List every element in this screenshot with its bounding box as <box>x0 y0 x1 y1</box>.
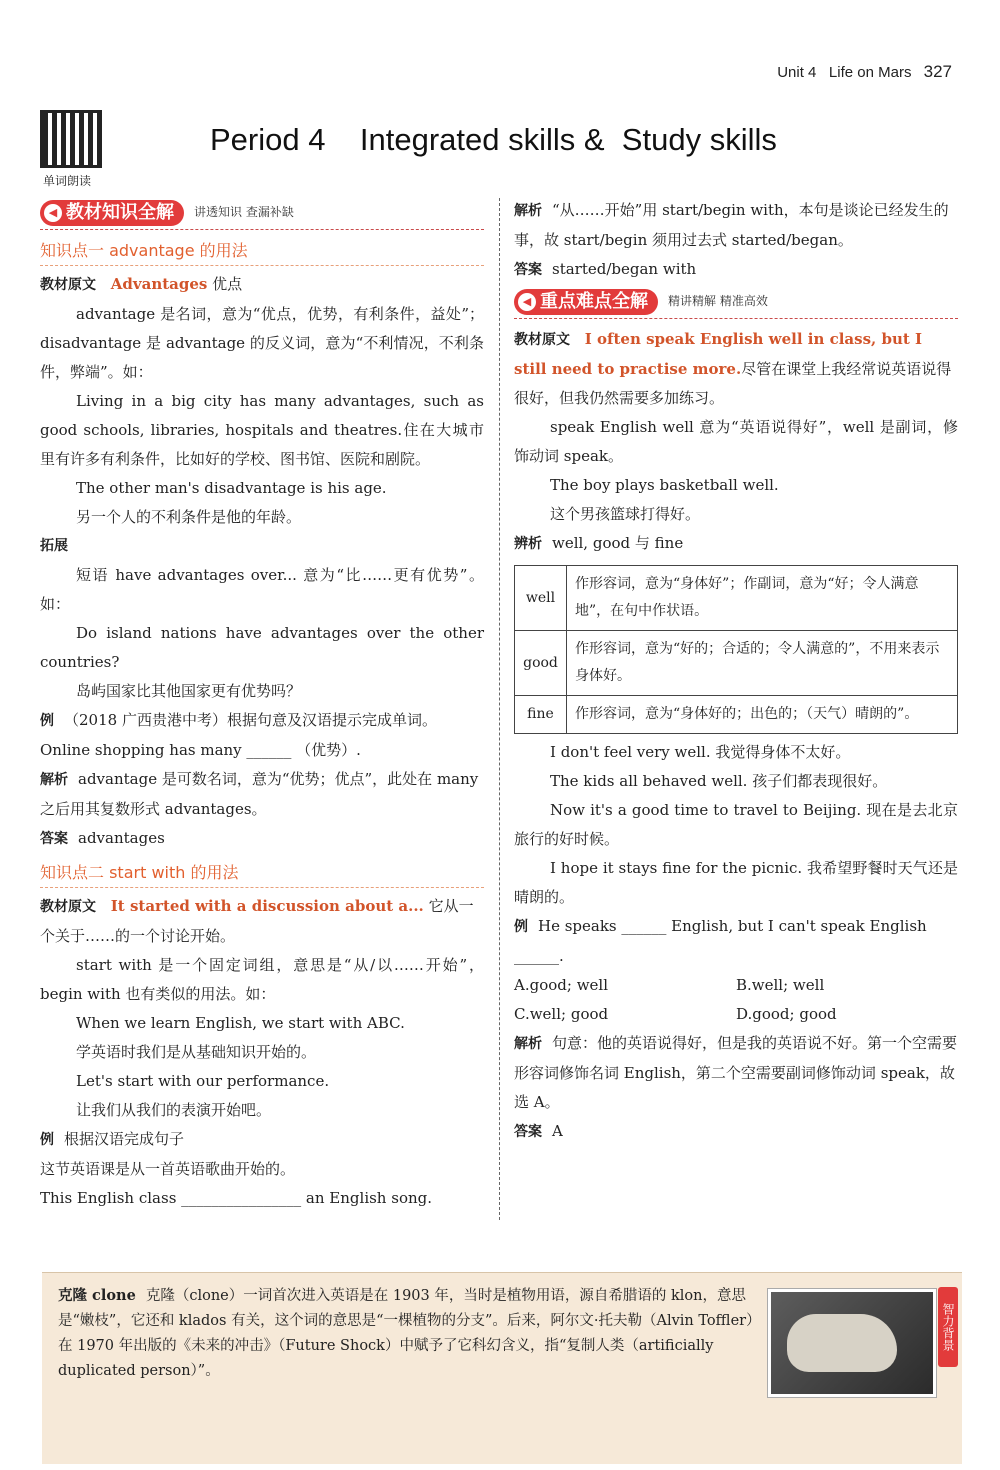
example-en: The other man's disadvantage is his age. <box>76 479 387 497</box>
answer-line: 答案 A <box>514 1122 563 1140</box>
banner-title: 重点难点全解 <box>540 291 648 312</box>
explanation: start with 是一个固定词组，意思是“从/以……开始”，begin with 也有类似的用法。如： <box>40 956 484 1003</box>
exercise-line: 例 （2018 广西贵港中考）根据句意及汉语提示完成单词。 <box>40 711 437 729</box>
analysis-line: 解析 句意：他的英语说得好，但是我的英语说不好。第一个空需要形容词修饰名词 English，第二个空需要副词修饰动词 speak，故选 A。 <box>514 1034 958 1111</box>
background-tag: 智力背景 <box>938 1287 958 1367</box>
table-example: Now it's a good time to travel to Beijing. 现在是去北京旅行的好时候。 <box>514 801 958 848</box>
table-cell-desc: 作形容词，意为“好的；合适的；令人满意的”，不用来表示身体好。 <box>567 631 958 696</box>
analysis-line: 解析 advantage 是可数名词，意为“优势；优点”，此处在 many 之后用其复数形式 advantages。 <box>40 770 479 818</box>
column-divider <box>499 198 500 1220</box>
page-number: 327 <box>923 62 952 81</box>
table-example: The kids all behaved well. 孩子们都表现很好。 <box>550 772 888 790</box>
banner-title: 教材知识全解 <box>66 202 174 223</box>
option: B.well; well <box>736 976 825 994</box>
option: D.good; good <box>736 1005 837 1023</box>
left-column <box>40 196 484 1213</box>
megaphone-icon: ◀ <box>518 293 536 311</box>
option: C.well; good <box>514 1005 609 1023</box>
table-example: I hope it stays fine for the picnic. 我希望野餐时天气还是晴朗的。 <box>514 859 958 906</box>
source-en: Advantages <box>110 275 208 293</box>
section-banner <box>40 196 484 230</box>
exercise-line: 例 He speaks ______ English, but I can't speak English ______. <box>514 917 927 965</box>
exercise-line: 例 根据汉语完成句子 <box>40 1130 185 1148</box>
background-box <box>42 1272 962 1464</box>
table-row <box>515 566 958 631</box>
source-cn: 优点 <box>212 275 243 293</box>
answer-line: 答案 started/began with <box>514 260 697 278</box>
explanation: advantage 是名词，意为“优点，优势，有利条件，益处”；disadvantage 是 advantage 的反义词，意为“不利情况，不利条件，弊端”。如： <box>40 305 484 381</box>
banner-pill <box>514 289 658 315</box>
exercise-question: Online shopping has many ______ （优势）. <box>40 741 361 759</box>
explanation: speak English well 意为“英语说得好”，well 是副词，修饰动词 speak。 <box>514 418 958 465</box>
background-title: 克隆 clone <box>58 1287 136 1304</box>
section-banner <box>514 285 958 319</box>
megaphone-icon: ◀ <box>44 204 62 222</box>
knowledge-point-heading: 知识点一 advantage 的用法 <box>40 236 484 266</box>
sheep-icon <box>787 1314 897 1372</box>
table-cell-word: good <box>515 631 567 696</box>
extension-label: 拓展 <box>40 538 68 554</box>
options-grid <box>514 971 958 1029</box>
unit-label: Unit 4 <box>777 64 817 81</box>
source-line: 教材原文 I often speak English well in class, but I still need to practise more.尽管在课堂上我经常说英语说得很好，但我仍然需要多加练习。 <box>514 330 952 407</box>
comparison-line: 辨析 well, good 与 fine <box>514 534 684 552</box>
qr-code-icon[interactable] <box>40 110 102 168</box>
analysis-line: 解析 “从……开始”用 start/begin with，本句是谈论已经发生的事，故 start/begin 须用过去式 started/began。 <box>514 201 949 249</box>
comparison-table <box>514 565 958 734</box>
exercise-cn: 这节英语课是从一首英语歌曲开始的。 <box>40 1160 296 1178</box>
source-label: 教材原文 <box>40 277 96 293</box>
page-title: Period 4 Integrated skills & Study skills <box>210 122 777 157</box>
running-header <box>777 62 952 82</box>
unit-title: Life on Mars <box>828 64 912 81</box>
sheep-photo <box>768 1289 936 1397</box>
table-cell-desc: 作形容词，意为“身体好的；出色的；（天气）晴朗的”。 <box>567 696 958 734</box>
example-en: When we learn English, we start with ABC. <box>76 1014 405 1032</box>
source-line <box>40 270 484 300</box>
example-en: The boy plays basketball well. <box>550 476 779 494</box>
example-en: Living in a big city has many advantages, such as good schools, libraries, hospitals and theatres.住在大城市里有许多有利条件，比如好的学校、图书馆、医院和剧院。 <box>40 392 484 468</box>
table-row <box>515 696 958 734</box>
right-column <box>514 196 958 1147</box>
example-cn: 让我们从我们的表演开始吧。 <box>76 1101 272 1119</box>
background-text <box>58 1283 758 1384</box>
extension-text: 短语 have advantages over... 意为“比……更有优势”。如： <box>40 566 484 613</box>
table-example: I don't feel very well. 我觉得身体不太好。 <box>550 743 851 761</box>
example-cn: 这个男孩篮球打得好。 <box>550 505 701 523</box>
banner-subtitle: 精讲精解 精准高效 <box>668 294 768 308</box>
table-cell-desc: 作形容词，意为“身体好”；作副词，意为“好；令人满意地”，在句中作状语。 <box>567 566 958 631</box>
source-line: 教材原文 It started with a discussion about a... 它从一个关于……的一个讨论开始。 <box>40 897 474 945</box>
extension-example-cn: 岛屿国家比其他国家更有优势吗？ <box>76 682 302 700</box>
exercise-question: This English class ________________ an English song. <box>40 1189 432 1207</box>
answer-line: 答案 advantages <box>40 829 165 847</box>
qr-label: 单词朗读 <box>43 174 92 188</box>
example-cn: 学英语时我们是从基础知识开始的。 <box>76 1043 317 1061</box>
option: A.good; well <box>514 976 608 994</box>
knowledge-point-heading: 知识点二 start with 的用法 <box>40 858 484 888</box>
banner-subtitle: 讲透知识 查漏补缺 <box>194 205 294 219</box>
banner-pill <box>40 200 184 226</box>
extension-example-en: Do island nations have advantages over the other countries? <box>40 624 484 671</box>
example-en: Let's start with our performance. <box>76 1072 330 1090</box>
background-body: 克隆（clone）一词首次进入英语是在 1903 年，当时是植物用语，源自希腊语的 klon，意思是“嫩枝”，它还和 klados 有关，这个词的意思是“一棵植物的分支”。后来，阿尔文·托夫勒（Alvin Toffler）在 1970 年出版的《未来的冲击》（Future Shock）中赋予了它科幻含义，指“复制人类（artificially duplicated person）”。 <box>58 1288 754 1379</box>
table-cell-word: well <box>515 566 567 631</box>
example-cn: 另一个人的不利条件是他的年龄。 <box>76 508 302 526</box>
table-cell-word: fine <box>515 696 567 734</box>
table-row <box>515 631 958 696</box>
